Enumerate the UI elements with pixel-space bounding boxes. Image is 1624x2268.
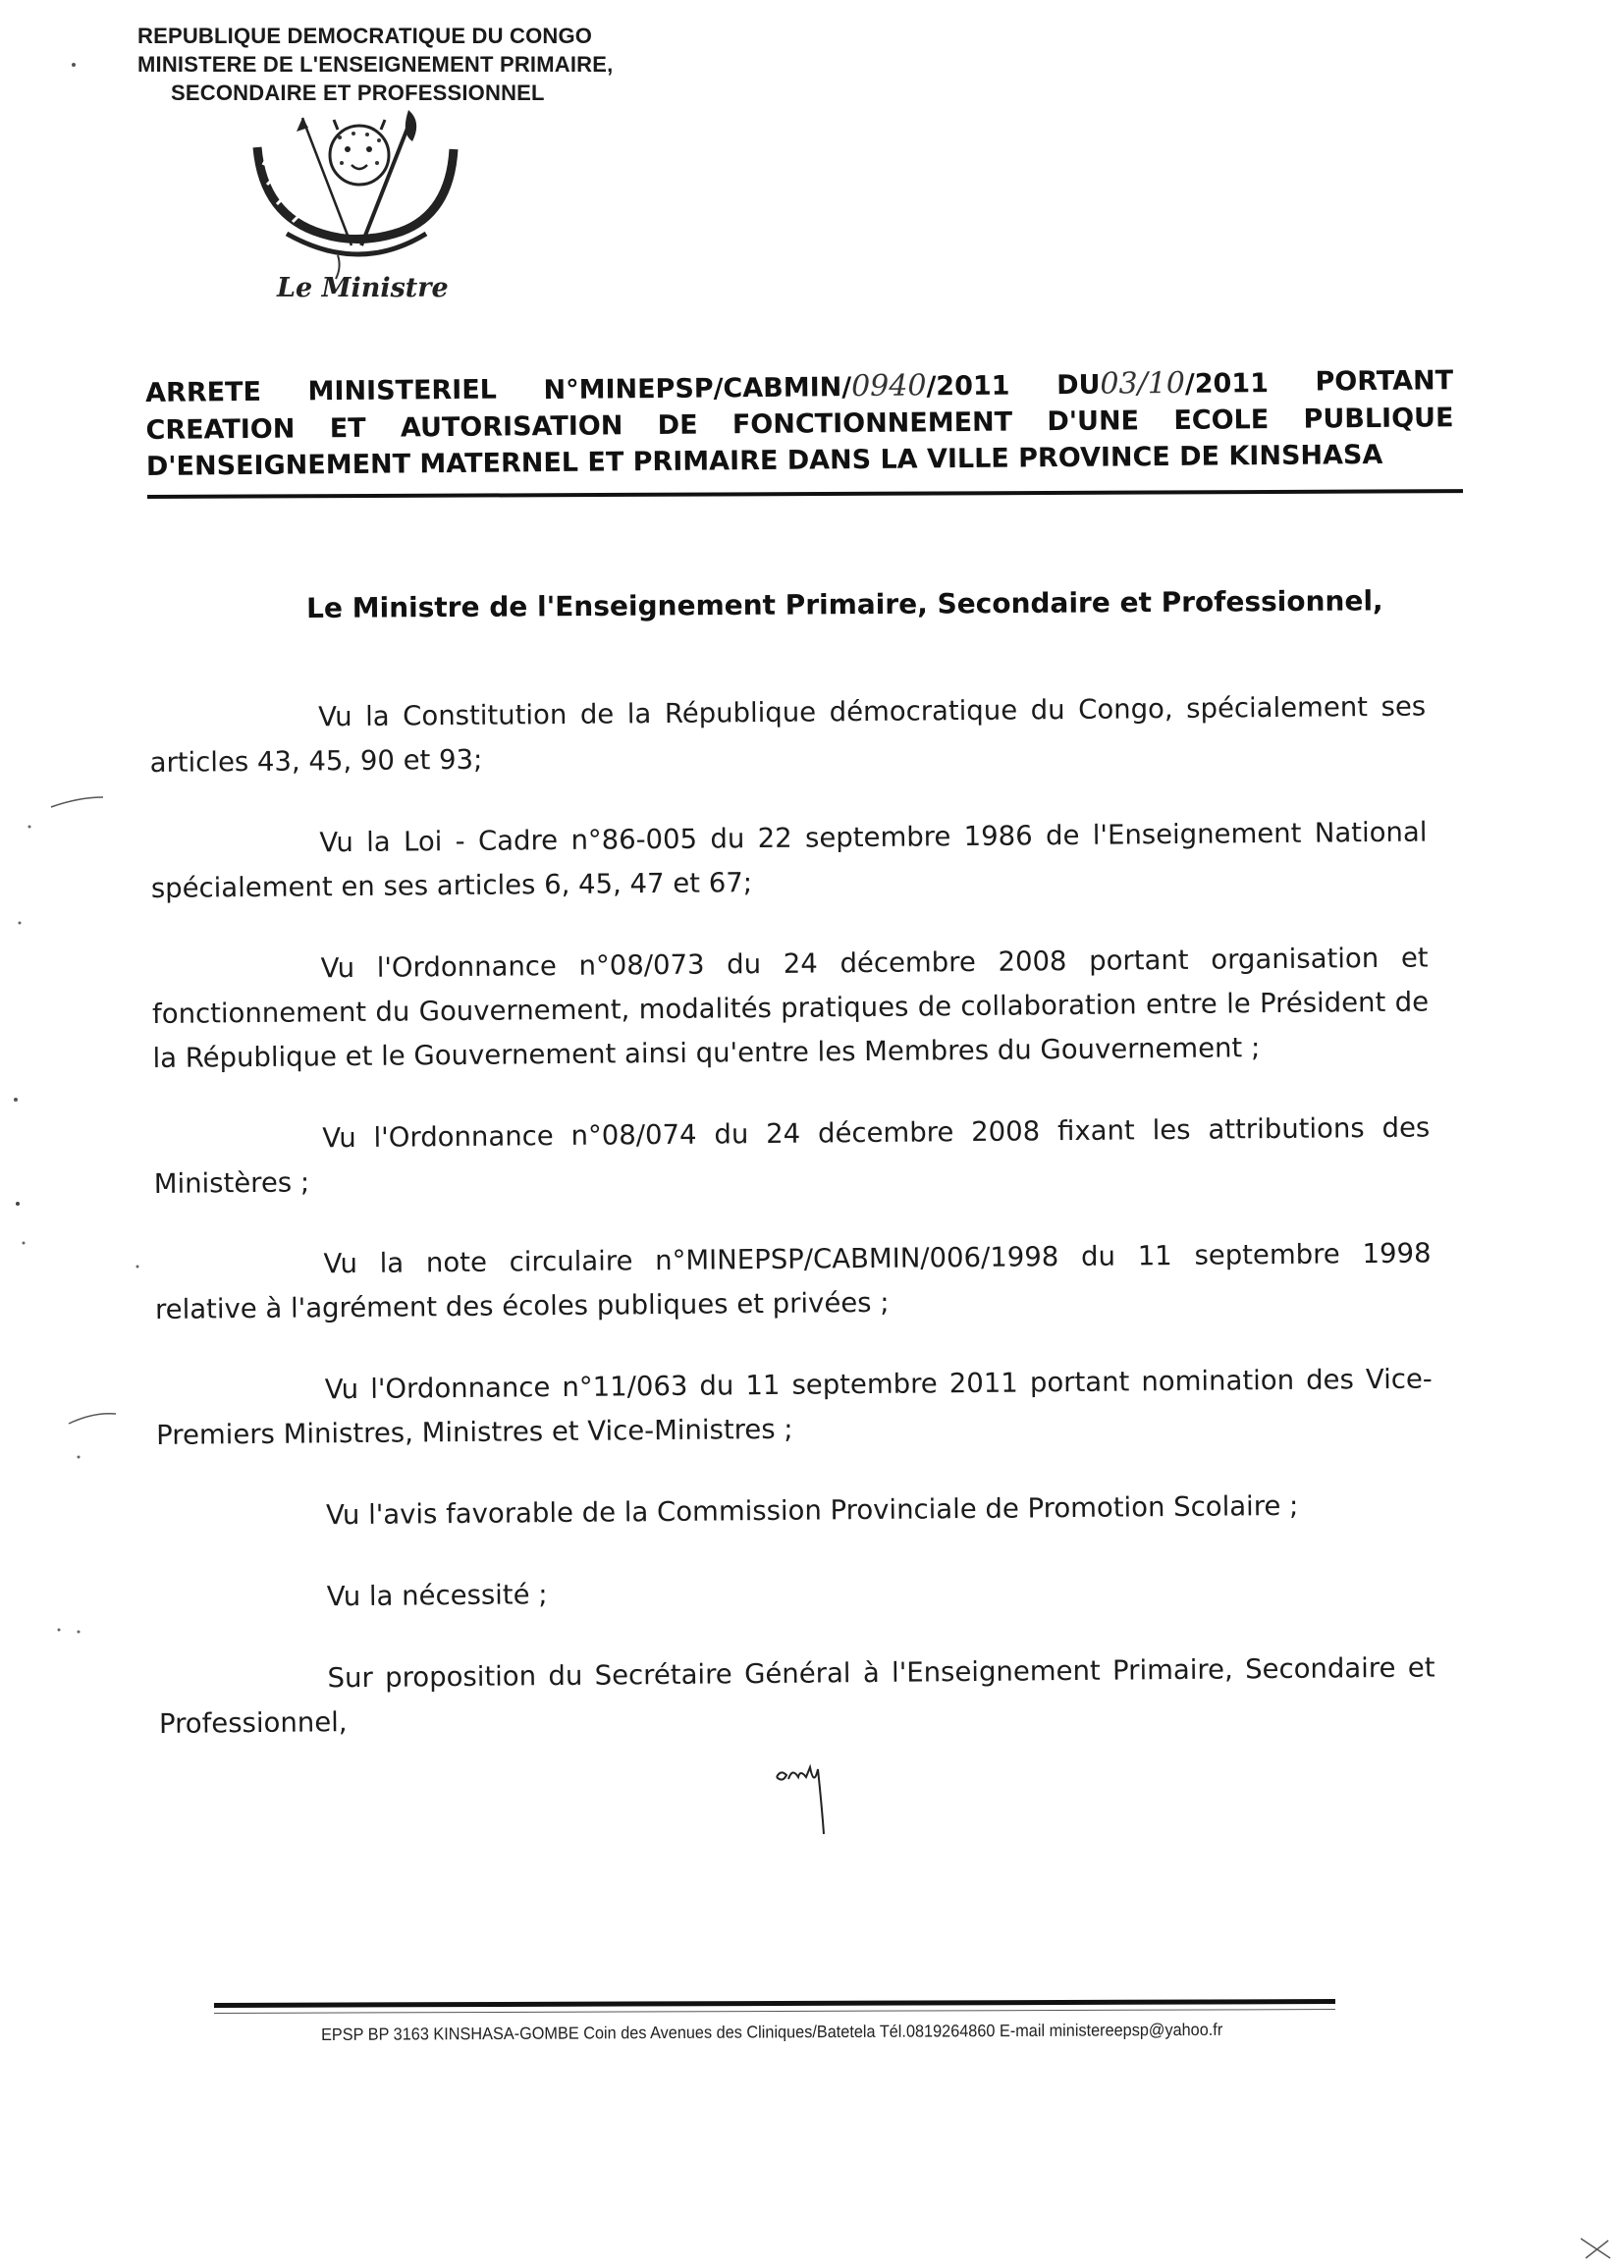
title-underline xyxy=(147,489,1463,499)
preamble-paragraph: Vu la note circulaire n°MINEPSP/CABMIN/006/1998 du 11 septembre 1998 relative à l'agrément des écoles publiques et privées ; xyxy=(154,1237,1432,1325)
decree-title xyxy=(145,362,1454,485)
title-line-3: D'ENSEIGNEMENT MATERNEL ET PRIMAIRE DANS LA VILLE PROVINCE DE KINSHASA xyxy=(145,439,1383,482)
handwritten-date: 03/10 xyxy=(1100,365,1186,402)
title-date: DU03/10/2011 xyxy=(1056,365,1270,402)
footer-rule-thin xyxy=(214,2009,1335,2014)
preamble-paragraph: Vu l'avis favorable de la Commission Provinciale de Promotion Scolaire ; xyxy=(325,1489,1299,1532)
letterhead-ministry-cont: SECONDAIRE ET PROFESSIONNEL xyxy=(171,81,545,105)
preamble-paragraph: Vu l'Ordonnance n°11/063 du 11 septembre 2011 portant nomination des Vice-Premiers Ministres, Ministres et Vice-Ministres ; xyxy=(156,1363,1433,1451)
minister-heading: Le Ministre de l'Enseignement Primaire, Secondaire et Professionnel, xyxy=(306,584,1383,624)
title-word: FONCTIONNEMENT xyxy=(731,406,1013,441)
title-word: DE xyxy=(657,409,698,441)
handwritten-number: 0940 xyxy=(850,368,927,405)
title-reference: N°MINEPSP/CABMIN/0940/2011 xyxy=(543,368,1010,406)
footer-address: EPSP BP 3163 KINSHASA-GOMBE Coin des Avenues des Cliniques/Batetela Tél.0819264860 E-mail ministereepsp@yahoo.fr xyxy=(321,2019,1223,2044)
preamble-paragraph: Vu l'Ordonnance n°08/073 du 24 décembre 2008 portant organisation et fonctionnement du Gouvernement, modalités pratiques de collaboration entre le Président de la République et le Gouvernement ainsi qu'entre les Membres du Gouvernement ; xyxy=(151,942,1430,1074)
title-word: D'UNE xyxy=(1047,405,1140,438)
title-word: AUTORISATION xyxy=(400,410,623,444)
coat-of-arms-emblem xyxy=(244,108,469,285)
title-word: MINISTERIEL xyxy=(307,374,498,407)
preamble-paragraph: Vu la Constitution de la République démocratique du Congo, spécialement ses articles 43, 45, 90 et 93; xyxy=(149,690,1427,779)
letterhead xyxy=(137,22,613,107)
minister-signature-label: Le Ministre xyxy=(277,273,449,303)
title-word: ARRETE xyxy=(145,376,262,408)
title-word: CREATION xyxy=(145,413,296,446)
title-word: ECOLE xyxy=(1173,405,1270,436)
preamble-paragraph: Sur proposition du Secrétaire Général à l'Enseignement Primaire, Secondaire et Professionnel, xyxy=(158,1651,1435,1740)
handwritten-initials xyxy=(771,1748,839,1836)
preamble-body xyxy=(149,685,1436,1784)
letterhead-country: REPUBLIQUE DEMOCRATIQUE DU CONGO xyxy=(137,24,593,48)
preamble-paragraph: Vu l'Ordonnance n°08/074 du 24 décembre 2008 fixant les attributions des Ministères ; xyxy=(153,1111,1431,1200)
letterhead-ministry: MINISTERE DE L'ENSEIGNEMENT PRIMAIRE, xyxy=(137,52,614,77)
preamble-paragraph: Vu la nécessité ; xyxy=(326,1579,548,1613)
title-word: PUBLIQUE xyxy=(1303,403,1454,435)
preamble-paragraph: Vu la Loi - Cadre n°86-005 du 22 septembre 1986 de l'Enseignement National spécialement en ses articles 6, 45, 47 et 67; xyxy=(150,816,1428,904)
title-word: ET xyxy=(329,412,366,445)
title-word: PORTANT xyxy=(1315,365,1454,398)
footer-rule xyxy=(214,1999,1335,2008)
